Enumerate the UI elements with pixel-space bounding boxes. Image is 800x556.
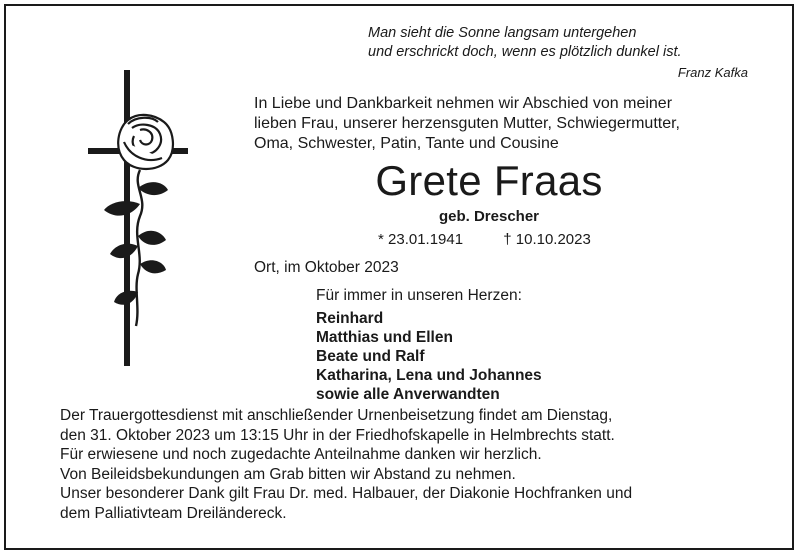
notice-line: Von Beileidsbekundungen am Grab bitten wir Abstand zu nehmen. <box>60 465 516 483</box>
death-date: † 10.10.2023 <box>503 231 591 248</box>
life-dates <box>378 231 591 248</box>
quote-author: Franz Kafka <box>677 65 748 80</box>
deceased-name: Grete Fraas <box>375 157 603 204</box>
quote-line-2: und erschrickt doch, wenn es plötzlich dunkel ist. <box>368 44 682 60</box>
kafka-quote <box>368 24 748 82</box>
forever-heading: Für immer in unseren Herzen: <box>316 287 522 304</box>
notice-line: Für erwiesene und noch zugedachte Anteilnahme danken wir herzlich. <box>60 446 542 463</box>
mourner-name: sowie alle Anverwandten <box>316 386 500 403</box>
intro-line-2: lieben Frau, unserer herzensguten Mutter, Schwiegermutter, <box>254 115 680 132</box>
cross-with-rose-icon <box>88 68 208 368</box>
birth-name: geb. Drescher <box>438 208 540 225</box>
mourner-name: Reinhard <box>316 310 384 327</box>
notice-line: dem Palliativteam Dreiländereck. <box>60 504 287 522</box>
mourners-list <box>316 309 542 404</box>
intro-line-3: Oma, Schwester, Patin, Tante und Cousine <box>254 135 559 152</box>
intro-text <box>254 94 754 154</box>
notice-line: den 31. Oktober 2023 um 13:15 Uhr in der Friedhofskapelle in Helmbrechts statt. <box>60 426 615 444</box>
mourner-name: Matthias und Ellen <box>316 329 453 346</box>
quote-line-1: Man sieht die Sonne langsam untergehen <box>368 25 637 41</box>
mourner-name: Beate und Ralf <box>316 348 425 365</box>
place-date: Ort, im Oktober 2023 <box>254 259 399 276</box>
intro-line-1: In Liebe und Dankbarkeit nehmen wir Abschied von meiner <box>254 95 673 112</box>
mourner-name: Katharina, Lena und Johannes <box>316 367 542 384</box>
notice-line: Der Trauergottesdienst mit anschließender Urnenbeisetzung findet am Dienstag, <box>60 407 613 424</box>
notice-line: Unser besonderer Dank gilt Frau Dr. med. Halbauer, der Diakonie Hochfranken und <box>60 485 633 502</box>
birth-date: * 23.01.1941 <box>378 231 464 248</box>
service-notice <box>60 406 760 523</box>
